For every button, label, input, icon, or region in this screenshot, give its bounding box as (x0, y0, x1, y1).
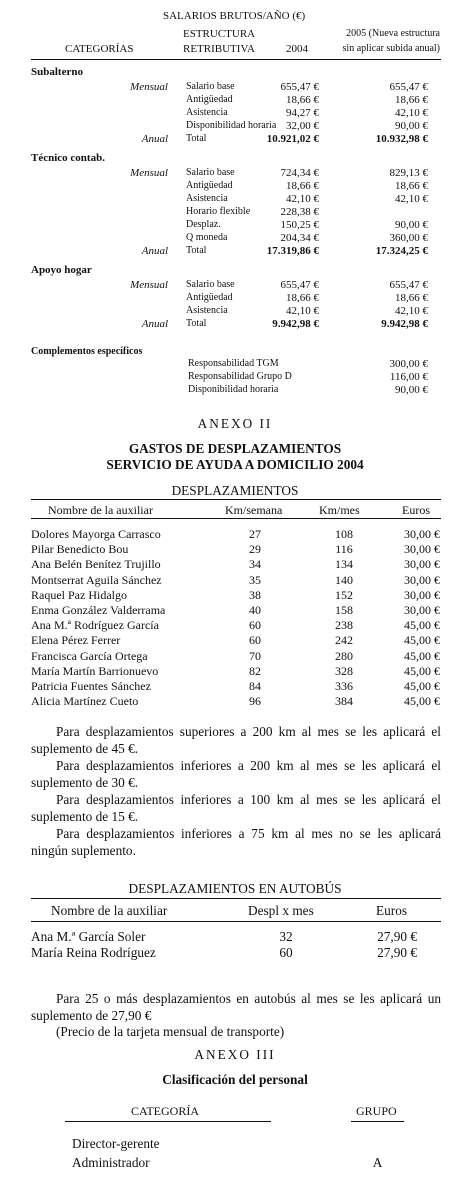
header-categorias: CATEGORÍAS (65, 43, 134, 55)
bus-header-despl: Despl x mes (248, 903, 314, 918)
desp-top-rule (31, 499, 441, 500)
desp-kmsemana: 70 (249, 648, 261, 663)
salarios-value-2004: 204,34 € (280, 232, 319, 244)
salarios-header-rule (31, 59, 441, 60)
complementos-concept: Responsabilidad Grupo D (188, 371, 292, 382)
desp-euros: 45,00 € (404, 618, 440, 633)
salarios-value-2004: 655,47 € (280, 278, 319, 291)
salarios-concept: Total (186, 132, 207, 144)
complementos-concept: Disponibilidad horaria (188, 384, 279, 395)
salarios-value-2005: 9.942,98 € (381, 317, 428, 330)
salarios-value-2005: 360,00 € (389, 232, 428, 244)
desp-title: DESPLAZAMIENTOS (171, 483, 299, 498)
desp-euros: 45,00 € (404, 694, 440, 709)
desp-name: Elena Pérez Ferrer (31, 633, 121, 648)
salarios-value-2005: 829,13 € (389, 166, 428, 179)
salarios-value-2004: 18,66 € (286, 93, 319, 106)
desp-euros: 30,00 € (404, 527, 440, 541)
salarios-value-2005: 18,66 € (395, 291, 428, 304)
paragraph: Para desplazamientos superiores a 200 km al mes se les aplicará el suplemento de 45 €. (31, 724, 441, 756)
salarios-value-2004: 724,34 € (280, 166, 319, 179)
anexo3-rule-grupo (351, 1121, 404, 1122)
anexo3-heading: ANEXO III (194, 1047, 276, 1062)
desp-header-kmsemana: Km/semana (225, 503, 283, 517)
complementos-value: 90,00 € (395, 384, 428, 396)
bus-top-rule (31, 898, 441, 899)
salarios-period: Anual (141, 317, 168, 330)
anexo3-header-categoria: CATEGORÍA (131, 1104, 199, 1118)
salarios-concept: Antigüedad (186, 179, 233, 191)
bus-name: María Reina Rodríguez (31, 945, 156, 960)
bus-note-2: (Precio de la tarjeta mensual de transporte) (56, 1024, 285, 1039)
desp-name: Ana Belén Benítez Trujillo (31, 557, 161, 572)
desp-header-name: Nombre de la auxiliar (48, 503, 153, 517)
desp-euros: 30,00 € (404, 557, 440, 572)
salarios-concept: Total (186, 245, 207, 257)
salarios-period: Anual (141, 245, 168, 258)
header-estructura-2: RETRIBUTIVA (183, 43, 255, 55)
desp-euros: 45,00 € (404, 648, 440, 663)
salarios-value-2004: 42,10 € (286, 304, 319, 317)
anexo3-rule-categoria (65, 1121, 271, 1122)
desp-kmsemana: 82 (249, 663, 261, 678)
bus-title: DESPLAZAMIENTOS EN AUTOBÚS (128, 881, 342, 896)
desp-kmmes: 336 (335, 679, 353, 693)
salarios-period: Mensual (130, 166, 168, 179)
salarios-group-name: Subalterno (31, 66, 83, 78)
desp-kmsemana: 35 (249, 572, 261, 587)
desp-euros: 45,00 € (404, 633, 440, 648)
desp-kmmes: 140 (335, 572, 353, 587)
salarios-value-2005: 90,00 € (395, 218, 428, 231)
salarios-concept: Q moneda (186, 232, 228, 243)
salarios-value-2005: 42,10 € (395, 304, 428, 317)
desp-kmsemana: 84 (249, 679, 261, 693)
desp-kmsemana: 40 (249, 603, 261, 617)
salarios-concept: Salario base (186, 278, 235, 290)
bus-euros: 27,90 € (377, 945, 417, 960)
salarios-value-2005: 42,10 € (395, 192, 428, 205)
desp-kmsemana: 34 (249, 557, 261, 572)
salarios-value-2005: 17.324,25 € (375, 245, 428, 258)
paragraph: Para desplazamientos inferiores a 200 km al mes se les aplicará el suplemento de 30 €. (31, 758, 441, 790)
complementos-value: 300,00 € (389, 358, 428, 370)
salarios-value-2005: 18,66 € (395, 93, 428, 106)
desp-kmsemana: 96 (249, 694, 261, 709)
header-2004: 2004 (286, 43, 308, 55)
desp-name: Raquel Paz Hidalgo (31, 587, 127, 602)
desp-kmmes: 134 (335, 557, 353, 572)
desp-name: Enma González Valderrama (31, 603, 166, 617)
desp-kmmes: 116 (335, 542, 353, 557)
desp-kmsemana: 27 (249, 527, 261, 541)
paragraph: Para desplazamientos inferiores a 75 km al mes no se les aplicará ningún suplemento. (31, 826, 441, 858)
desp-header-euros: Euros (402, 503, 430, 517)
desp-kmsemana: 29 (249, 542, 261, 557)
anexo3-categoria: Director-gerente (72, 1136, 160, 1151)
bus-header-rule (31, 921, 441, 922)
desp-euros: 30,00 € (404, 572, 440, 587)
anexo3-header-grupo: GRUPO (356, 1104, 397, 1118)
complementos-concept: Responsabilidad TGM (188, 358, 279, 369)
header-estructura-1: ESTRUCTURA (183, 28, 256, 40)
salarios-concept: Asistencia (186, 304, 228, 316)
anexo3-title: Clasificación del personal (162, 1072, 308, 1087)
anexo2-heading: ANEXO II (197, 416, 273, 431)
salarios-value-2004: 94,27 € (286, 106, 319, 119)
bus-header-name: Nombre de la auxiliar (51, 903, 168, 918)
desp-name: María Martín Barrionuevo (31, 663, 159, 678)
desp-kmmes: 242 (335, 633, 353, 648)
salarios-value-2005: 10.932,98 € (375, 132, 428, 145)
salarios-concept: Disponibilidad horaria (186, 119, 277, 131)
desp-header-kmmes: Km/mes (319, 503, 360, 517)
salarios-value-2004: 18,66 € (286, 291, 319, 304)
salarios-group-name: Apoyo hogar (31, 264, 92, 276)
salarios-value-2004: 150,25 € (280, 218, 319, 231)
desp-kmmes: 238 (335, 618, 353, 633)
salarios-value-2004: 18,66 € (286, 179, 319, 192)
salarios-concept: Salario base (186, 80, 235, 92)
anexo2-title-1: GASTOS DE DESPLAZAMIENTOS (128, 441, 342, 456)
salarios-concept: Salario base (186, 166, 235, 178)
salarios-value-2004: 228,38 € (280, 205, 319, 218)
salarios-value-2004: 42,10 € (286, 192, 319, 205)
salarios-value-2004: 9.942,98 € (272, 317, 319, 330)
desp-name: Ana M.ª Rodríguez García (31, 618, 159, 633)
complementos-value: 116,00 € (389, 371, 428, 383)
salarios-concept: Horario flexible (186, 205, 251, 217)
salarios-value-2005: 90,00 € (395, 119, 428, 132)
bus-header-euros: Euros (376, 903, 408, 918)
salarios-value-2005: 655,47 € (389, 80, 428, 93)
salarios-value-2005: 655,47 € (389, 278, 428, 291)
desp-euros: 30,00 € (404, 603, 440, 617)
salarios-concept: Antigüedad (186, 291, 233, 303)
desp-name: Alicia Martínez Cueto (31, 694, 139, 709)
paragraph: Para desplazamientos inferiores a 100 km al mes se les aplicará el suplemento de 15 €. (31, 792, 441, 824)
desp-kmmes: 280 (335, 648, 353, 663)
desp-kmmes: 158 (335, 603, 353, 617)
desp-name: Pilar Benedicto Bou (31, 542, 129, 557)
salarios-concept: Desplaz. (186, 218, 221, 230)
salarios-value-2004: 32,00 € (286, 119, 319, 132)
salarios-value-2005: 42,10 € (395, 106, 428, 119)
desp-name: Dolores Mayorga Carrasco (31, 527, 161, 541)
salarios-value-2004: 10.921,02 € (266, 132, 319, 145)
salarios-value-2005: 18,66 € (395, 179, 428, 192)
salarios-group-name: Técnico contab. (31, 152, 105, 164)
desp-kmmes: 328 (335, 663, 353, 678)
desp-kmsemana: 38 (249, 587, 261, 602)
header-2005-1: 2005 (Nueva estructura (346, 28, 440, 39)
desp-euros: 45,00 € (404, 663, 440, 678)
salarios-period: Mensual (130, 80, 168, 93)
salarios-title: SALARIOS BRUTOS/AÑO (€) (163, 10, 306, 22)
desp-euros: 30,00 € (404, 587, 440, 602)
salarios-concept: Total (186, 317, 207, 329)
desp-kmsemana: 60 (249, 633, 261, 648)
salarios-value-2004: 17.319,86 € (266, 245, 319, 258)
desp-kmsemana: 60 (249, 618, 261, 633)
bus-note: Para 25 o más desplazamientos en autobús al mes se les aplicará un suplemento de 27,90 € (31, 991, 441, 1023)
salarios-concept: Antigüedad (186, 93, 233, 105)
complementos-title: Complementos específicos (31, 346, 143, 357)
desp-name: Francisca García Ortega (31, 648, 148, 663)
anexo3-grupo: A (372, 1155, 383, 1170)
bus-euros: 27,90 € (377, 929, 417, 944)
anexo2-title-2: SERVICIO DE AYUDA A DOMICILIO 2004 (106, 457, 364, 472)
desp-euros: 45,00 € (404, 679, 440, 693)
salarios-period: Anual (141, 132, 168, 145)
desp-kmmes: 384 (335, 694, 353, 709)
desp-header-rule (31, 518, 441, 519)
desp-kmmes: 108 (335, 527, 353, 541)
header-2005-2: sin aplicar subida anual) (342, 43, 440, 54)
salarios-concept: Asistencia (186, 192, 228, 204)
salarios-concept: Asistencia (186, 106, 228, 118)
desp-name: Patricia Fuentes Sánchez (31, 679, 151, 693)
bus-name: Ana M.ª García Soler (31, 929, 146, 944)
salarios-value-2004: 655,47 € (280, 80, 319, 93)
salarios-period: Mensual (130, 278, 168, 291)
desp-euros: 30,00 € (404, 542, 440, 557)
bus-despl: 32 (279, 929, 293, 944)
desp-kmmes: 152 (335, 587, 353, 602)
desp-name: Montserrat Aguila Sánchez (31, 572, 162, 587)
bus-despl: 60 (279, 945, 293, 960)
anexo3-categoria: Administrador (72, 1155, 150, 1170)
